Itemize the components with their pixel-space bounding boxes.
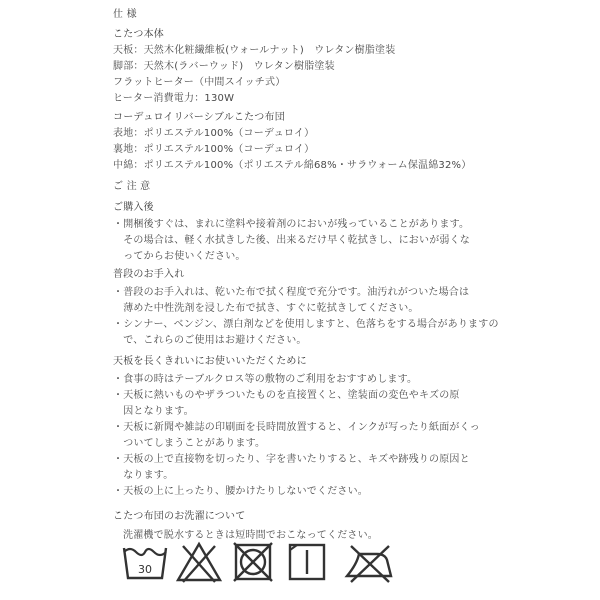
care-line: 薄めた中性洗剤を浸した布で拭き、すぐに乾拭きしてください。 [113,303,419,314]
spec-heading: 仕 様 [113,9,137,20]
no-iron-icon [341,540,397,584]
care-line: ・シンナー、ベンジン、漂白剤などを使用しますと、色落ちをする場合がありますの [113,319,499,330]
purchase-line: ・開梱後すぐは、まれに塗料や接着剤のにおいが残っていることがあります。 [113,219,470,230]
wash-temp-label: 30 [138,563,152,576]
purchase-line: ってからお使いください。 [113,251,246,262]
care-line: ・普段のお手入れは、乾いた布で拭く程度で充分です。油汚れがついた場合は [113,287,470,298]
futon-line: 表地：ポリエステル100%（コーデュロイ） [113,128,315,139]
notes-heading: ご 注 意 [113,181,151,192]
care-heading: 普段のお手入れ [113,269,185,280]
washing-note: 洗濯機で脱水するときは短時間でおこなってください。 [123,530,378,541]
care-line: で、これらのご使用はお避けください。 [113,335,307,346]
futon-line: 裏地：ポリエステル100%（コーデュロイ） [113,144,315,155]
kotatsu-line: フラットヒーター（中間スイッチ式） [113,77,286,88]
wash-30-icon [121,540,169,584]
tabletop-line: ・天板に新聞や雑誌の印刷面を長時間放置すると、インクが写ったり紙面がくっ [113,422,480,433]
line-dry-icon [285,540,329,584]
kotatsu-heading: こたつ本体 [113,29,164,40]
tabletop-heading: 天板を長くきれいにお使いいただくために [113,356,307,367]
no-tumble-dry-icon [231,540,275,584]
tabletop-line: ついてしまうことがあります。 [113,438,266,449]
purchase-line: その場合は、軽く水拭きした後、出来るだけ早く乾拭きし、においが弱くな [113,235,470,246]
purchase-heading: ご購入後 [113,202,154,213]
care-symbols [113,540,403,584]
kotatsu-line: 脚部：天然木(ラバーウッド) ウレタン樹脂塗装 [113,61,335,72]
tabletop-line: なります。 [113,470,174,481]
no-bleach-icon [175,540,223,584]
futon-heading: コーデュロイリバーシブルこたつ布団 [113,112,285,123]
tabletop-line: 因となります。 [113,406,194,417]
futon-line: 中綿：ポリエステル100%（ポリエステル綿68%・サラウォーム保温綿32%） [113,160,472,171]
tabletop-line: ・天板の上で直接物を切ったり、字を書いたりすると、キズや跡残りの原因と [113,454,470,465]
tabletop-line: ・天板に熱いものやザラついたものを直接置くと、塗装面の変色やキズの原 [113,390,460,401]
tabletop-line: ・天板の上に上ったり、腰かけたりしないでください。 [113,486,368,497]
tabletop-line: ・食事の時はテーブルクロス等の敷物のご利用をおすすめします。 [113,374,418,385]
kotatsu-line: ヒーター消費電力：130W [113,93,235,104]
kotatsu-line: 天板：天然木化粧繊維板(ウォールナット) ウレタン樹脂塗装 [113,45,396,56]
washing-heading: こたつ布団のお洗濯について [113,511,246,522]
